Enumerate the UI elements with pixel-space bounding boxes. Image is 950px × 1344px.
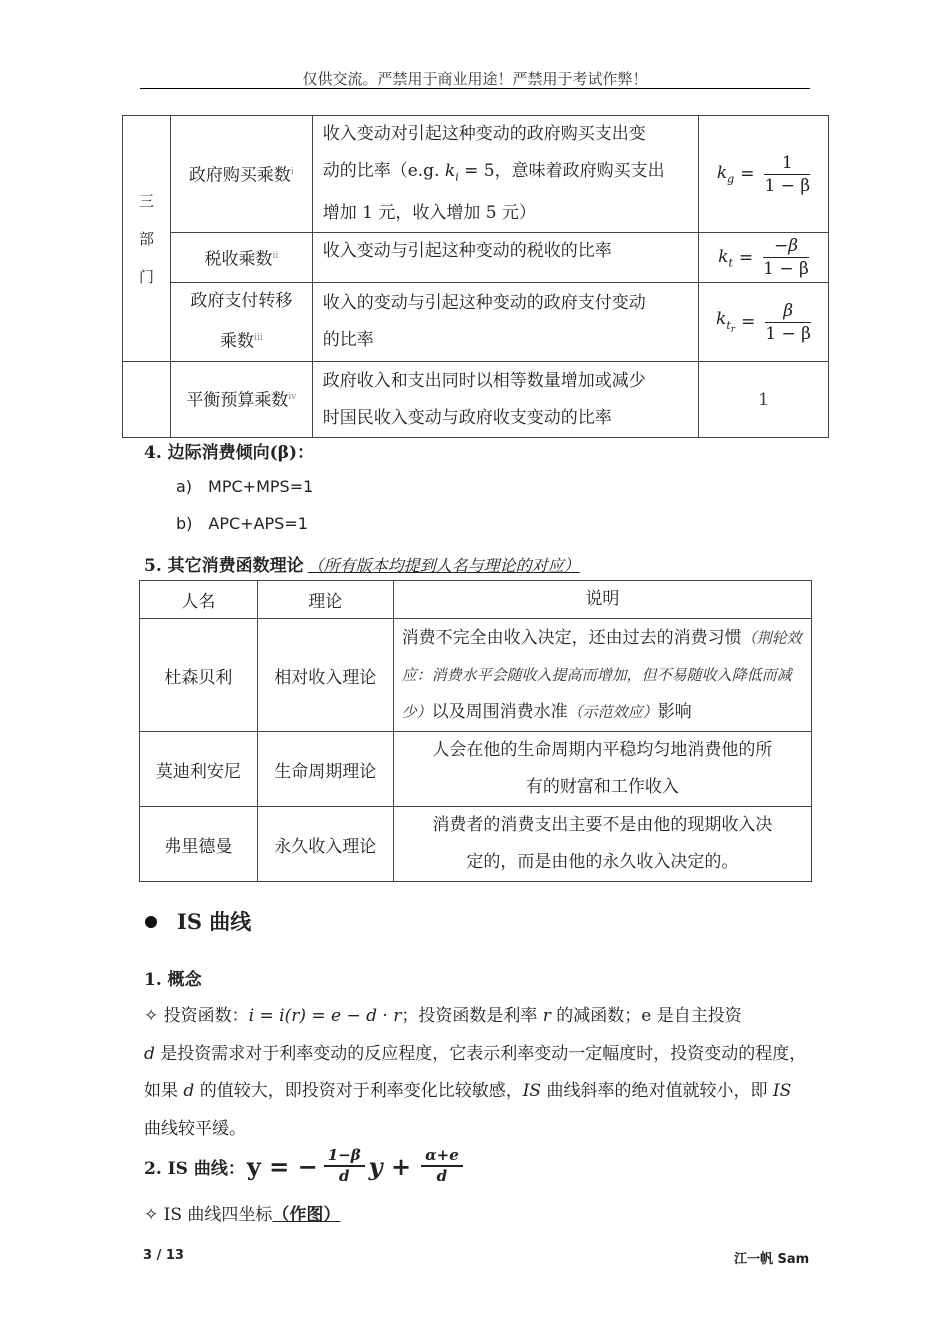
multiplier-desc: 政府收入和支出同时以相等数量增加或减少 时国民收入变动与政府收支变动的比率	[312, 362, 698, 438]
multiplier-desc: 收入变动与引起这种变动的税收的比率	[312, 233, 698, 283]
four-quadrant-line: ✧ IS 曲线四坐标（作图）	[144, 1205, 341, 1225]
is-curve-formula-line: 2. IS 曲线： y = − $\frac{1-\beta}{d}$ y + $\frac{\alpha+e}{d}$	[144, 1146, 463, 1186]
section-char: 部	[138, 229, 154, 248]
multiplier-formula: 1	[699, 362, 829, 438]
person-cell: 弗里德曼	[140, 807, 258, 882]
author: 江一帆 Sam	[734, 1252, 810, 1267]
multiplier-desc: 收入变动对引起这种变动的政府购买支出变 动的比率（e.g. $k_i = 5$，意味着政府购买支出 增加 1 元，收入增加 5 元）	[312, 116, 698, 233]
multiplier-name: 政府购买乘数$^i$	[170, 116, 312, 233]
investment-paragraph: ✧ 投资函数：i = i(r) = e − d · r；投资函数是利率 r 的减函数；e 是自主投资 d 是投资需求对于利率变动的反应程度，它表示利率变动一定幅度时，投资变动的程度，如果 d 的值较大，即投资对于利率变化比较敏感，IS 曲线斜率的绝对值就较小，即 IS 曲线较平缓。	[144, 1006, 807, 1139]
multiplier-name: 平衡预算乘数$^{iv}$	[170, 362, 312, 438]
theory-cell: 相对收入理论	[257, 619, 393, 732]
multiplier-table	[122, 115, 829, 438]
is-curve-formula: y = − $\frac{1-\beta}{d}$ y + $\frac{\alpha+e}{d}$	[247, 1146, 463, 1186]
desc-cell: 人会在他的生命周期内平稳均匀地消费他的所 有的财富和工作收入	[393, 732, 811, 807]
person-cell: 莫迪利安尼	[140, 732, 258, 807]
section-label-empty	[123, 362, 171, 438]
section-4-title: 4. 边际消费倾向(β)：	[144, 443, 315, 463]
list-item: a) MPC+MPS=1	[176, 477, 314, 496]
desc-cell: 消费者的消费支出主要不是由他的现期收入决 定的，而是由他的永久收入决定的。	[393, 807, 811, 882]
header-divider	[140, 88, 810, 89]
consumption-theory-table	[139, 580, 812, 882]
is-curve-heading: IS 曲线	[145, 906, 251, 936]
multiplier-formula: $k_t$ = $\frac{-\beta}{1 - \beta}$	[699, 233, 829, 283]
desc-cell: 消费不完全由收入决定，还由过去的消费习惯（荆轮效应：消费水平会随收入提高而增加，但不易随收入降低而减少）以及周围消费水准（示范效应）影响	[393, 619, 811, 732]
multiplier-desc: 收入的变动与引起这种变动的政府支付变动 的比率	[312, 283, 698, 362]
theory-cell: 生命周期理论	[257, 732, 393, 807]
person-cell: 杜森贝利	[140, 619, 258, 732]
theory-cell: 永久收入理论	[257, 807, 393, 882]
column-header: 说明	[393, 581, 811, 619]
list-item: b) APC+APS=1	[176, 514, 308, 533]
column-header: 理论	[257, 581, 393, 619]
section-label	[123, 116, 171, 362]
multiplier-formula: $k_{t_r}$ = $\frac{\beta}{1 - \beta}$	[699, 283, 829, 362]
section-char: 门	[138, 267, 154, 286]
section-5-title: 5. 其它消费函数理论 （所有版本均提到人名与理论的对应）	[144, 556, 580, 576]
multiplier-formula: $k_g$ = $\frac{1}{1 - \beta}$	[699, 116, 829, 233]
page-header: 仅供交流。严禁用于商业用途！严禁用于考试作弊！	[302, 70, 648, 88]
multiplier-name: 税收乘数$^{ii}$	[170, 233, 312, 283]
multiplier-name: 政府支付转移 乘数$^{iii}$	[170, 283, 312, 362]
column-header: 人名	[140, 581, 258, 619]
page-number: 3 / 13	[143, 1248, 184, 1263]
section-char: 三	[138, 191, 154, 210]
concept-title: 1. 概念	[144, 970, 202, 990]
bullet-icon	[145, 916, 157, 928]
